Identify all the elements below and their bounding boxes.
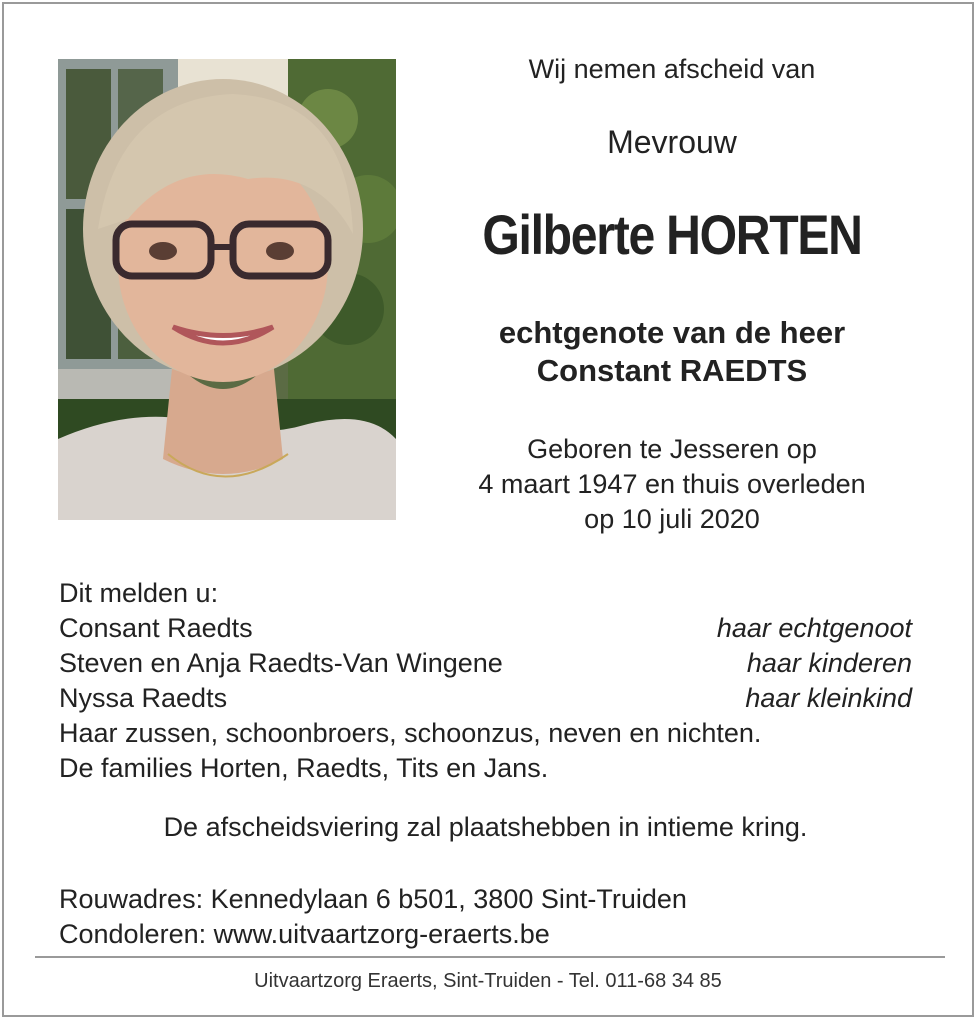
mourner-row	[59, 646, 912, 681]
mourner-role: haar echtgenoot	[716, 613, 912, 643]
born-line-1: Geboren te Jesseren op	[527, 434, 817, 464]
mourner-row	[59, 611, 912, 646]
announcement	[59, 576, 912, 786]
mourner-row	[59, 681, 912, 716]
mourner-name: Steven en Anja Raedts-Van Wingene	[59, 648, 503, 678]
condolence-link[interactable]: Condoleren: www.uitvaartzorg-eraerts.be	[59, 919, 550, 949]
ceremony-line: De afscheidsviering zal plaatshebben in intieme kring.	[163, 812, 808, 842]
announcement-lead: Dit melden u:	[59, 578, 219, 608]
spouse-block	[436, 314, 908, 390]
families-line: De families Horten, Raedts, Tits en Jans.	[59, 753, 549, 783]
relatives-line: Haar zussen, schoonbroers, schoonzus, neven en nichten.	[59, 718, 762, 748]
portrait-photo	[58, 59, 396, 520]
spouse-line-1: echtgenote van de heer	[498, 315, 846, 350]
mourner-name: Nyssa Raedts	[59, 683, 228, 713]
mourner-role: haar kinderen	[746, 648, 912, 678]
spouse-line-2: Constant RAEDTS	[536, 353, 808, 388]
mourning-address: Rouwadres: Kennedylaan 6 b501, 3800 Sint-Truiden	[59, 884, 687, 914]
mourner-name: Consant Raedts	[59, 613, 253, 643]
footer-divider	[35, 956, 945, 958]
born-line-2: 4 maart 1947 en thuis overleden	[478, 469, 866, 499]
contact-block	[59, 882, 687, 952]
intro-line: Wij nemen afscheid van	[528, 54, 816, 84]
funeral-home-footer: Uitvaartzorg Eraerts, Sint-Truiden - Tel. 011-68 34 85	[254, 970, 722, 992]
honorific: Mevrouw	[607, 124, 737, 160]
mourner-role: haar kleinkind	[745, 683, 912, 713]
born-line-3: op 10 juli 2020	[584, 504, 760, 534]
deceased-name: Gilberte HORTEN	[482, 203, 862, 266]
birth-death-block	[436, 432, 908, 537]
